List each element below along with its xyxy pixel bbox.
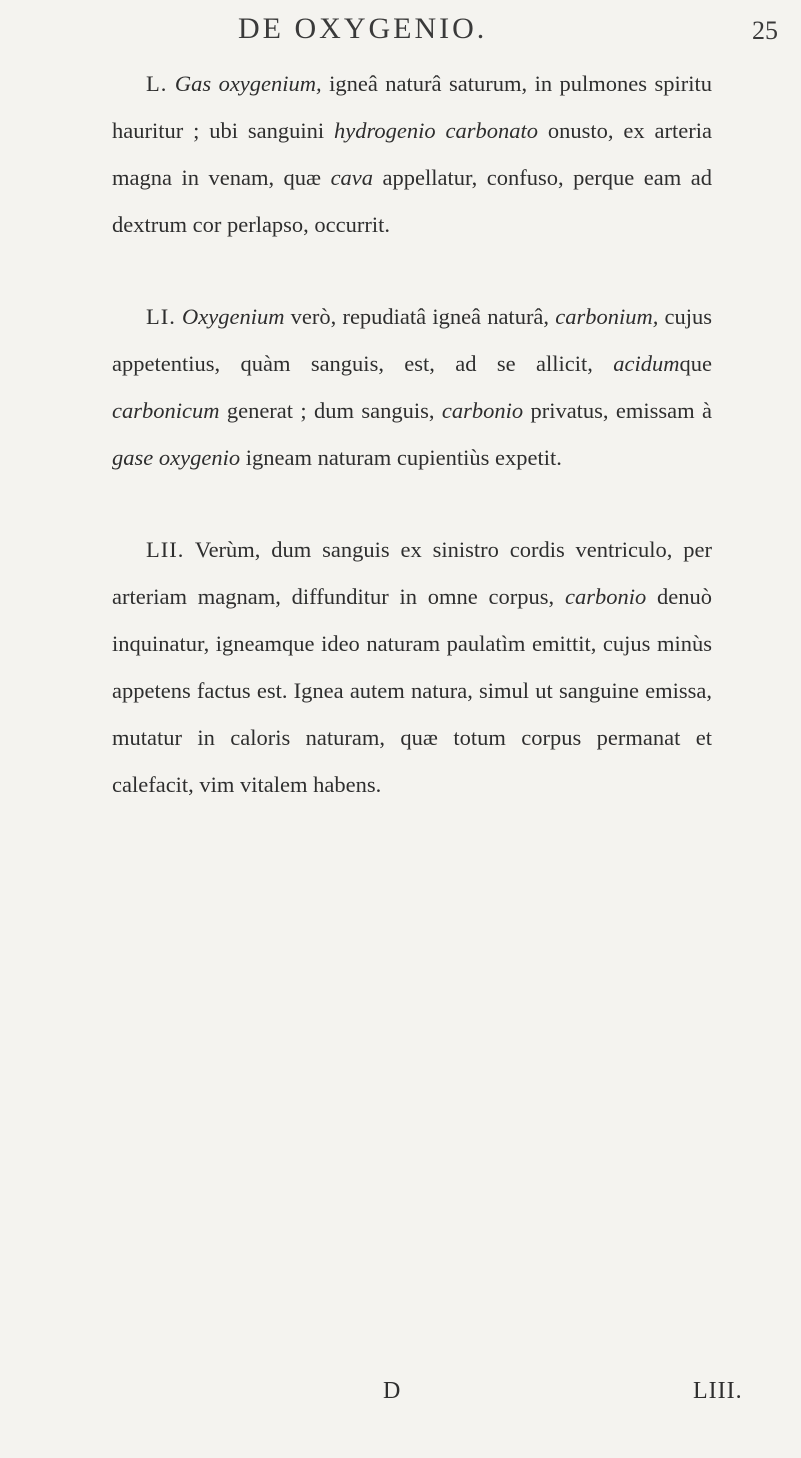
section-number: L. [146, 71, 168, 96]
paragraph-l [112, 60, 712, 248]
text-segment: igneam naturam cupientiùs expetit. [240, 445, 562, 470]
text-segment: cava [330, 165, 374, 190]
running-head: DE OXYGENIO. [238, 12, 488, 45]
text-segment: Verùm, dum sanguis ex sinistro cordis ventriculo, per arteriam magnam, diffunditur in omne corpus, [112, 537, 712, 609]
body-text [112, 60, 712, 808]
text-segment: carbonium, [555, 304, 659, 329]
text-segment: igneâ naturâ saturum, in pulmones spiritu hauritur ; ubi sanguini [112, 71, 712, 143]
page-number: 25 [752, 16, 778, 45]
paragraph-li [112, 293, 712, 481]
text-segment: privatus, emissam à [523, 398, 712, 423]
section-number: LII. [146, 537, 185, 562]
paragraph-text [112, 71, 712, 237]
text-segment: hydrogenio carbonato [334, 118, 539, 143]
text-segment: denuò inquinatur, igneamque ideo naturam paulatìm emittit, cujus minùs appetens factus est. Ignea autem natura, simul ut sanguine emissa, mutatur in caloris naturam, quæ totum corpus permanat et calefacit, vim vitalem habens. [112, 584, 712, 797]
text-segment: acidum [613, 351, 680, 376]
paragraph-text [112, 537, 712, 797]
text-segment: generat ; dum sanguis, [219, 398, 442, 423]
page-header [0, 12, 801, 52]
signature-mark: D [383, 1378, 401, 1404]
text-segment: carbonicum [112, 398, 220, 423]
text-segment: cujus appetentius, quàm sanguis, est, ad se allicit, [112, 304, 713, 376]
paragraph-text [112, 304, 712, 470]
text-segment: que [679, 351, 712, 376]
paragraph-lii [112, 526, 712, 808]
text-segment: Gas oxygenium, [174, 71, 322, 96]
catchword: LIII. [693, 1378, 743, 1404]
text-segment: verò, repudiatâ igneâ naturâ, [284, 304, 556, 329]
text-segment: carbonio [564, 584, 647, 609]
text-segment: onusto, ex arteria magna in venam, quæ [112, 118, 712, 190]
text-segment: appellatur, confuso, perque eam ad dextrum cor perlapso, occurrit. [112, 165, 712, 237]
text-segment: carbonio [441, 398, 524, 423]
text-segment: Oxygenium [182, 304, 285, 329]
section-number: LI. [146, 304, 176, 329]
page-footer [0, 1378, 801, 1408]
text-segment: gase oxygenio [112, 445, 241, 470]
